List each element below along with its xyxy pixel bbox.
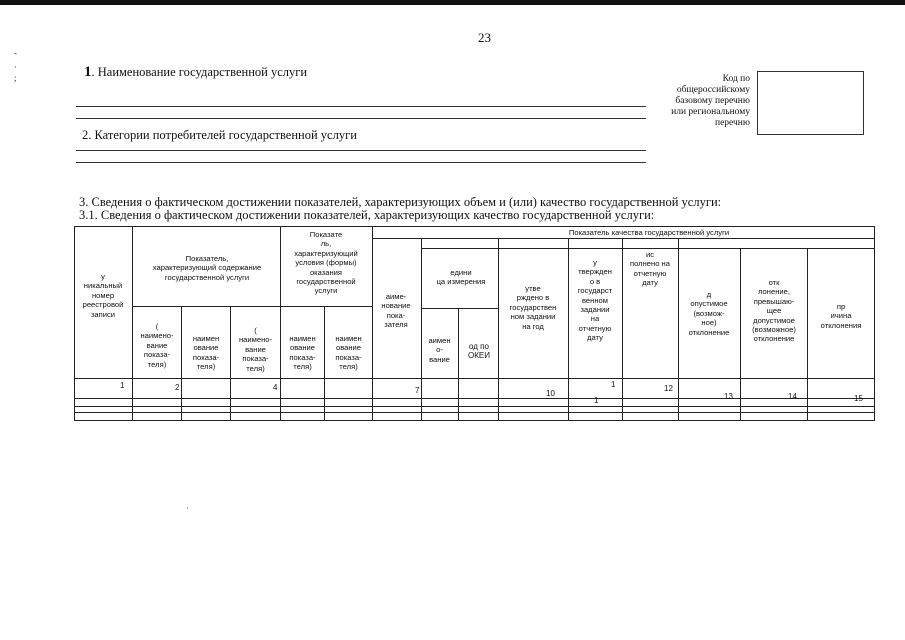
column-number: 14 bbox=[788, 392, 797, 401]
column-number: 7 bbox=[415, 386, 420, 395]
header-unit: едини ца измерения bbox=[436, 268, 486, 287]
header-approved-year: утве рждено в государствен ном задании на год bbox=[509, 284, 557, 331]
col-line bbox=[280, 226, 281, 421]
col-line bbox=[458, 308, 459, 421]
header-conditions-indicator: Показате ль, характеризующий условия (формы) оказания государственной услуги bbox=[294, 230, 358, 296]
section-1-label: . Наименование государственной услуги bbox=[91, 65, 308, 79]
column-number: 1 bbox=[120, 381, 125, 390]
section-3-1-title: 3.1. Сведения о фактическом достижении показателей, характеризующих качество государственной услуги: bbox=[79, 208, 655, 222]
col-line bbox=[807, 248, 808, 421]
row-line bbox=[74, 398, 875, 399]
column-number: 1 bbox=[611, 380, 616, 389]
fill-line bbox=[76, 118, 646, 119]
column-number: 4 bbox=[273, 383, 278, 392]
section-3-title: 3. Сведения о фактическом достижении показателей, характеризующих объем и (или) качество государственной услуги: bbox=[79, 195, 722, 209]
code-box bbox=[757, 71, 864, 135]
section-2-title: 2. Категории потребителей государственной услуги bbox=[82, 128, 357, 142]
col-line bbox=[740, 248, 741, 421]
subheader-content-2: наимен ование показа- теля) bbox=[192, 334, 220, 372]
page-number: 23 bbox=[478, 30, 491, 45]
code-label: Код по общероссийскому базовому перечню или региональному перечню bbox=[671, 74, 750, 128]
quality-header-line bbox=[372, 238, 875, 239]
row-line bbox=[74, 406, 875, 407]
section-1-title bbox=[84, 64, 307, 81]
quality-indicators-table bbox=[74, 226, 875, 421]
col-line bbox=[678, 238, 679, 421]
fill-line bbox=[76, 150, 646, 151]
col-line bbox=[498, 238, 499, 421]
header-registry-number: у никальный номер реестровой записи bbox=[82, 272, 124, 319]
col-line bbox=[568, 238, 569, 421]
fill-line bbox=[76, 162, 646, 163]
column-number: 2 bbox=[175, 383, 180, 392]
margin-mark: ; bbox=[14, 73, 17, 83]
header-quality-indicator: Показатель качества государственной услуги bbox=[568, 228, 730, 237]
fill-line bbox=[76, 106, 646, 107]
header-allowed-deviation: д опустимое (возмож- ное) отклонение bbox=[688, 290, 730, 337]
top-border bbox=[0, 0, 905, 5]
column-number: 13 bbox=[724, 392, 733, 401]
header-okei-code: од по ОКЕИ bbox=[468, 342, 490, 361]
margin-mark: · bbox=[14, 62, 17, 72]
column-number: 12 bbox=[664, 384, 673, 393]
header-approved-date: у твержден о в государст венном задании на отчетную дату bbox=[577, 258, 613, 343]
unit-subheader-line bbox=[421, 308, 498, 309]
subheader-content-1: ( наимено- вание показа- теля) bbox=[140, 322, 174, 369]
header-unit-name: аимен о- вание bbox=[428, 336, 451, 364]
header-exceeding-deviation: отк лонение, превышаю- щее допустимое (возможное) отклонение bbox=[752, 278, 796, 344]
stray-dot: · bbox=[186, 503, 189, 513]
subheader-conditions-1: наимен ование показа- теля) bbox=[289, 334, 316, 372]
col-line bbox=[421, 238, 422, 421]
header-deviation-reason: пр ичина отклонения bbox=[820, 302, 862, 330]
section-1-number: 1 bbox=[84, 64, 92, 80]
header-bottom-line bbox=[74, 378, 875, 379]
column-number: 1 bbox=[594, 396, 599, 405]
column-number: 15 bbox=[854, 394, 863, 403]
row-line bbox=[74, 412, 875, 413]
header-indicator-name: аиме- нование пока- зателя bbox=[381, 292, 411, 330]
col-line bbox=[622, 238, 623, 421]
margin-mark: - bbox=[14, 48, 17, 58]
subheader-content-3: ( наимено- вание показа- теля) bbox=[238, 326, 273, 373]
subheader-conditions-2: наимен ование показа- теля) bbox=[335, 334, 362, 372]
header-fulfilled: ис полнено на отчетную дату bbox=[630, 250, 670, 288]
content-subheader-line bbox=[132, 306, 372, 307]
column-number: 10 bbox=[546, 389, 555, 398]
header-content-indicator: Показатель, характеризующий содержание государственной услуги bbox=[152, 254, 262, 282]
